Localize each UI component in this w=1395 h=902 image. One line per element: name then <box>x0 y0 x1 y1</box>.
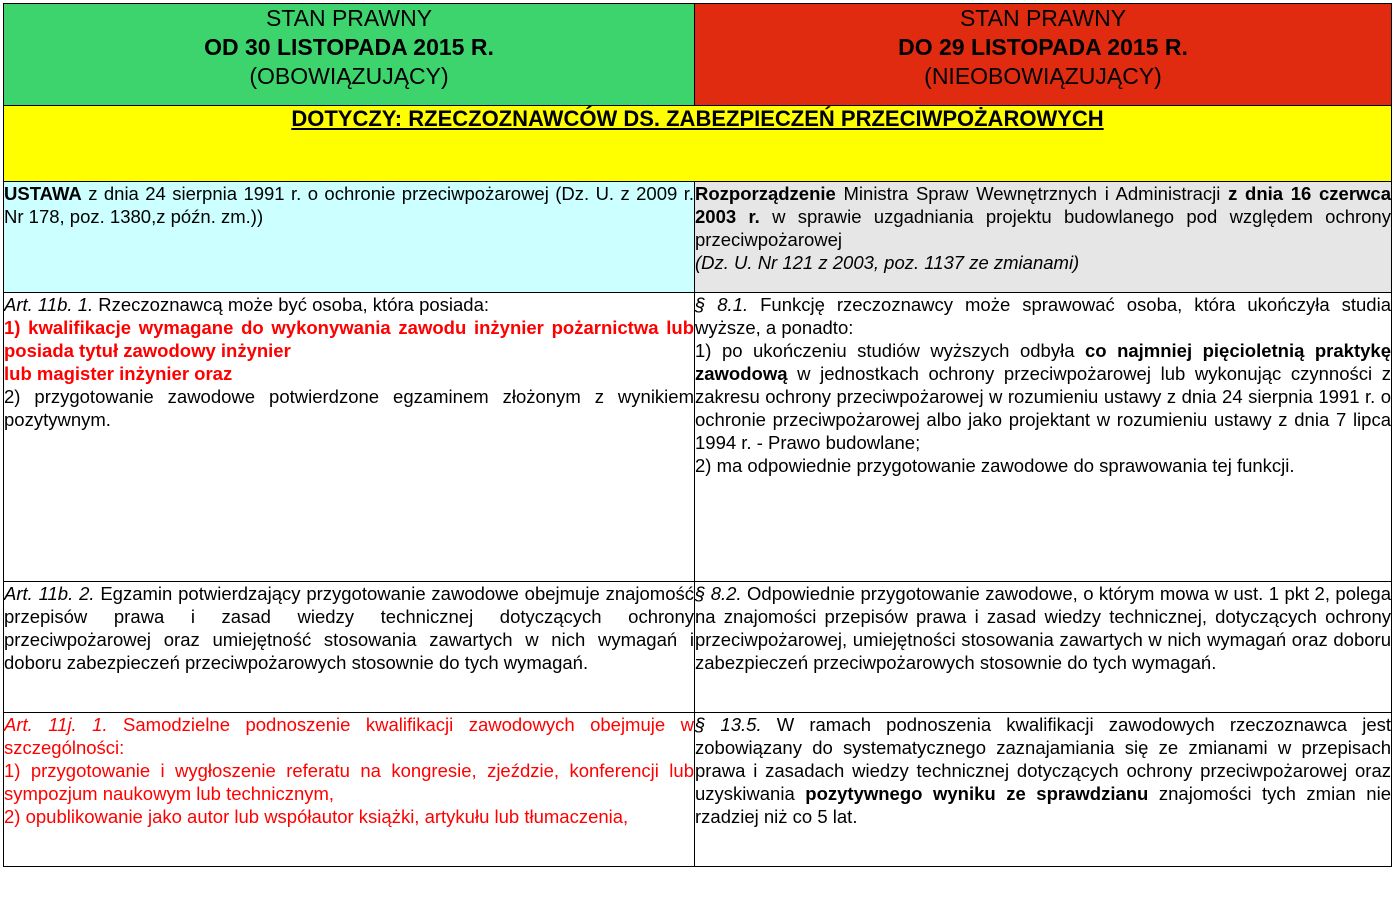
row1-right-par: § 8.1. <box>695 294 749 315</box>
row3-right-par: § 13.5. <box>695 714 762 735</box>
row2-current <box>4 582 695 713</box>
source-former <box>695 182 1392 293</box>
header-right-line1: STAN PRAWNY <box>959 5 1127 31</box>
source-right-journal: (Dz. U. Nr 121 z 2003, poz. 1137 ze zmianami) <box>695 252 1080 273</box>
subject-cell <box>4 106 1392 182</box>
header-row <box>4 4 1392 106</box>
row1-right-p2: 2) ma odpowiednie przygotowanie zawodowe do sprawowania tej funkcji. <box>695 455 1295 476</box>
row2-left-text: Egzamin potwierdzający przygotowanie zawodowe obejmuje znajomość przepisów prawa i zasad wiedzy technicznej dotyczących ochrony przeciwpożarowej oraz umiejętność stosowania zawartych w nich wymagań i doboru zabezpieczeń przeciwpożarowych stosownie do tych wymagań. <box>4 583 695 673</box>
row3-right-text2: znajomości tych zmian nie rzadziej niż co 5 lat. <box>695 783 1391 827</box>
row3-current <box>4 713 695 867</box>
header-right-status: (NIEOBOWIĄZUJĄCY) <box>924 63 1162 89</box>
row1-right-intro: Funkcję rzeczoznawcy może sprawować osoba, która ukończyła studia wyższe, a ponadto: <box>695 294 1391 338</box>
row2-left-art: Art. 11b. 2. <box>4 583 95 604</box>
source-right-text2: w sprawie uzgadniania projektu budowlanego pod względem ochrony przeciwpożarowej <box>695 206 1391 250</box>
row3-left-p2: 2) opublikowanie jako autor lub współautor książki, artykułu lub tłumaczenia, <box>4 806 629 827</box>
row1-left-p1b: lub magister inżynier oraz <box>4 363 233 384</box>
row1-current <box>4 293 695 582</box>
header-current-law <box>4 4 695 106</box>
header-left-date: OD 30 LISTOPADA 2015 R. <box>204 34 494 60</box>
row1-left-art: Art. 11b. 1. <box>4 294 94 315</box>
source-row <box>4 182 1392 293</box>
source-left-bold: USTAWA <box>4 183 82 204</box>
row-qualifications <box>4 293 1392 582</box>
row3-former <box>695 713 1392 867</box>
comparison-table <box>3 3 1392 867</box>
subject-row <box>4 106 1392 182</box>
row1-left-p1: 1) kwalifikacje wymagane do wykonywania zawodu inżynier pożarnictwa lub posiada tytuł zawodowy inżynier <box>4 317 694 361</box>
subject-title: DOTYCZY: RZECZOZNAWCÓW DS. ZABEZPIECZEŃ PRZECIWPOŻAROWYCH <box>291 106 1104 131</box>
header-former-law <box>695 4 1392 106</box>
header-left-status: (OBOWIĄZUJĄCY) <box>249 63 449 89</box>
row1-right-p1c: w jednostkach ochrony przeciwpożarowej lub wykonując czynności z zakresu ochrony przeciwpożarowej w rozumieniu ustawy z dnia 24 sierpnia 1991 r. o ochronie przeciwpożarowej albo jako projektant w rozumieniu ustawy z dnia 7 lipca 1994 r. - Prawo budowlane; <box>695 363 1391 453</box>
source-left-text: z dnia 24 sierpnia 1991 r. o ochronie przeciwpożarowej (Dz. U. z 2009 r. Nr 178, poz. 1380,z późn. zm.)) <box>4 183 694 227</box>
row3-left-p1: 1) przygotowanie i wygłoszenie referatu na kongresie, zjeździe, konferencji lub sympozjum naukowym lub technicznym, <box>4 760 694 804</box>
row-exam <box>4 582 1392 713</box>
row3-right-bold: pozytywnego wyniku ze sprawdzianu <box>805 783 1149 804</box>
header-left-line1: STAN PRAWNY <box>265 5 433 31</box>
row2-right-text: Odpowiednie przygotowanie zawodowe, o którym mowa w ust. 1 pkt 2, polega na znajomości przepisów prawa i zasad wiedzy technicznej, dotyczących ochrony przeciwpożarowej, umiejętności stosowania zawartych w nich wymagań oraz doboru zabezpieczeń przeciwpożarowych stosownie do tych wymagań. <box>695 583 1391 673</box>
row1-left-p2: 2) przygotowanie zawodowe potwierdzone egzaminem złożonym z wynikiem pozytywnym. <box>4 386 694 430</box>
row2-former <box>695 582 1392 713</box>
row1-right-p1a: 1) po ukończeniu studiów wyższych odbyła <box>695 340 1085 361</box>
row1-former <box>695 293 1392 582</box>
source-right-bold: Rozporządzenie <box>695 183 836 204</box>
row2-right-par: § 8.2. <box>695 583 742 604</box>
source-right-date: z dnia 16 czerwca 2003 r. <box>695 183 1391 227</box>
header-right-date: DO 29 LISTOPADA 2015 R. <box>898 34 1188 60</box>
row-development <box>4 713 1392 867</box>
source-current <box>4 182 695 293</box>
source-right-text1: Ministra Spraw Wewnętrznych i Administracji <box>835 183 1229 204</box>
row1-right-p1bold: co najmniej pięcioletnią praktykę zawodową <box>695 340 1391 384</box>
row3-left-art: Art. 11j. 1. <box>4 714 108 735</box>
row3-right-text1: W ramach podnoszenia kwalifikacji zawodowych rzeczoznawca jest zobowiązany do systematycznego zaznajamiania się ze zmianami w przepisach prawa i zasadach wiedzy technicznej dotyczących ochrony przeciwpożarowej oraz uzyskiwania <box>695 714 1391 804</box>
row3-left-intro: Samodzielne podnoszenie kwalifikacji zawodowych obejmuje w szczególności: <box>4 714 694 758</box>
row1-left-intro: Rzeczoznawcą może być osoba, która posiada: <box>93 294 490 315</box>
